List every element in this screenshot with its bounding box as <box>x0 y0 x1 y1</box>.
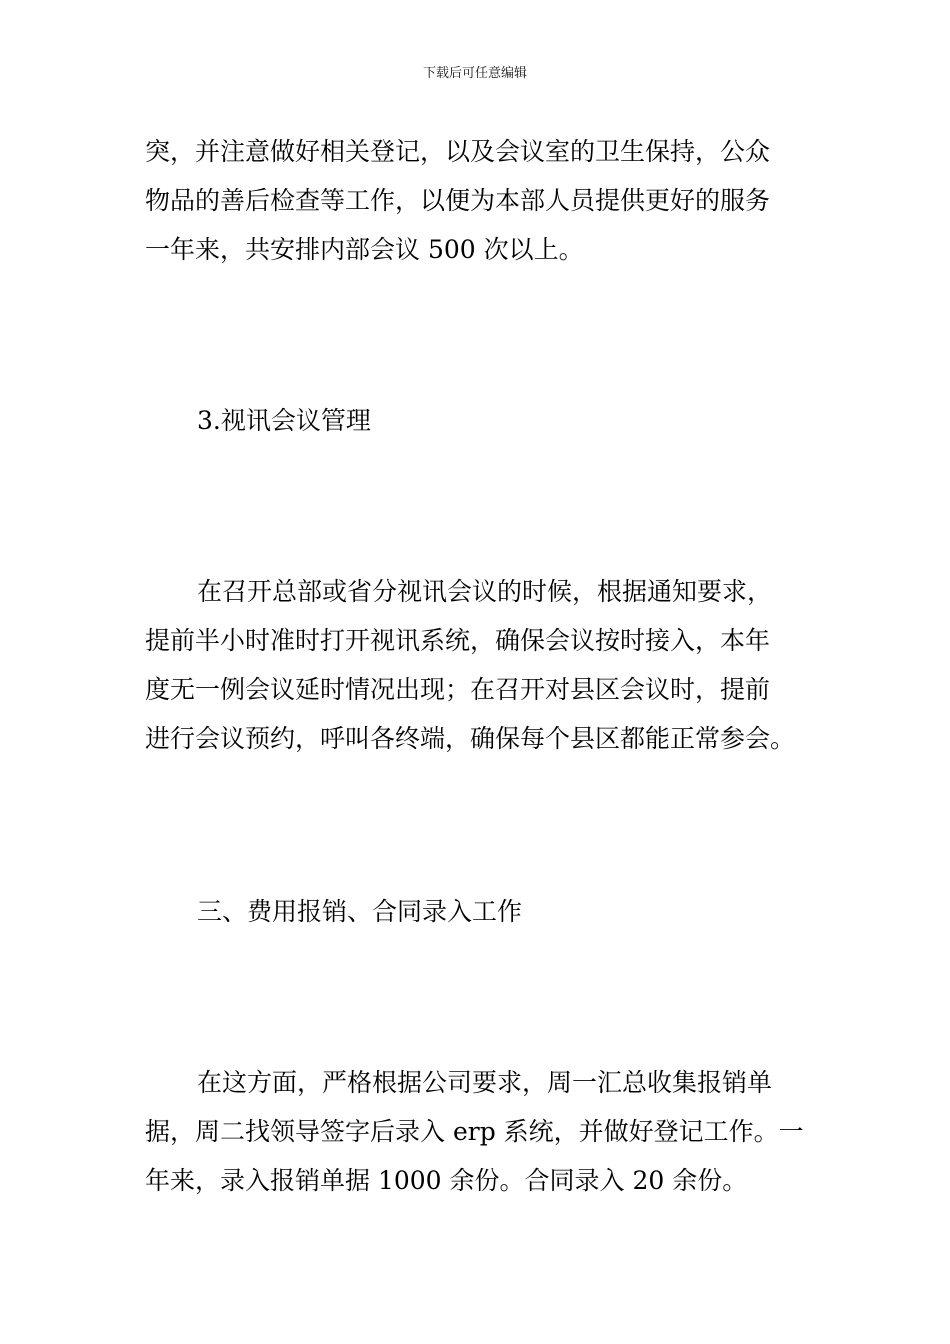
text-line: 年来，录入报销单据 1000 余份。合同录入 20 余份。 <box>145 1166 748 1195</box>
text-line: 一年来，共安排内部会议 500 次以上。 <box>145 235 584 264</box>
text-line: 度无一例会议延时情况出现；在召开对县区会议时，提前 <box>145 675 771 704</box>
text-line: 进行会议预约，呼叫各终端，确保每个县区都能正常参会。 <box>145 724 796 753</box>
page-header: 下载后可任意编辑 <box>422 66 527 81</box>
text-line: 据，周二找领导签字后录入 erp 系统，并做好登记工作。一 <box>145 1117 804 1146</box>
text-line: 物品的善后检查等工作，以便为本部人员提供更好的服务 <box>145 186 771 215</box>
text-line: 在召开总部或省分视讯会议的时候，根据通知要求， <box>197 577 773 606</box>
document-body <box>145 127 810 1205</box>
paragraph-video-conference <box>145 567 810 763</box>
paragraph-meeting-room <box>145 127 810 274</box>
text-line: 提前半小时准时打开视讯系统，确保会议按时接入，本年 <box>145 626 771 655</box>
paragraph-expense <box>145 1058 810 1205</box>
heading-text: 三、费用报销、合同录入工作 <box>197 897 523 926</box>
text-line: 突，并注意做好相关登记，以及会议室的卫生保持，公众 <box>145 137 771 166</box>
section-heading-video-conference <box>145 396 810 445</box>
heading-text: 3.视讯会议管理 <box>197 406 371 435</box>
section-heading-expense <box>145 887 810 936</box>
text-line: 在这方面，严格根据公司要求，周一汇总收集报销单 <box>197 1068 773 1097</box>
